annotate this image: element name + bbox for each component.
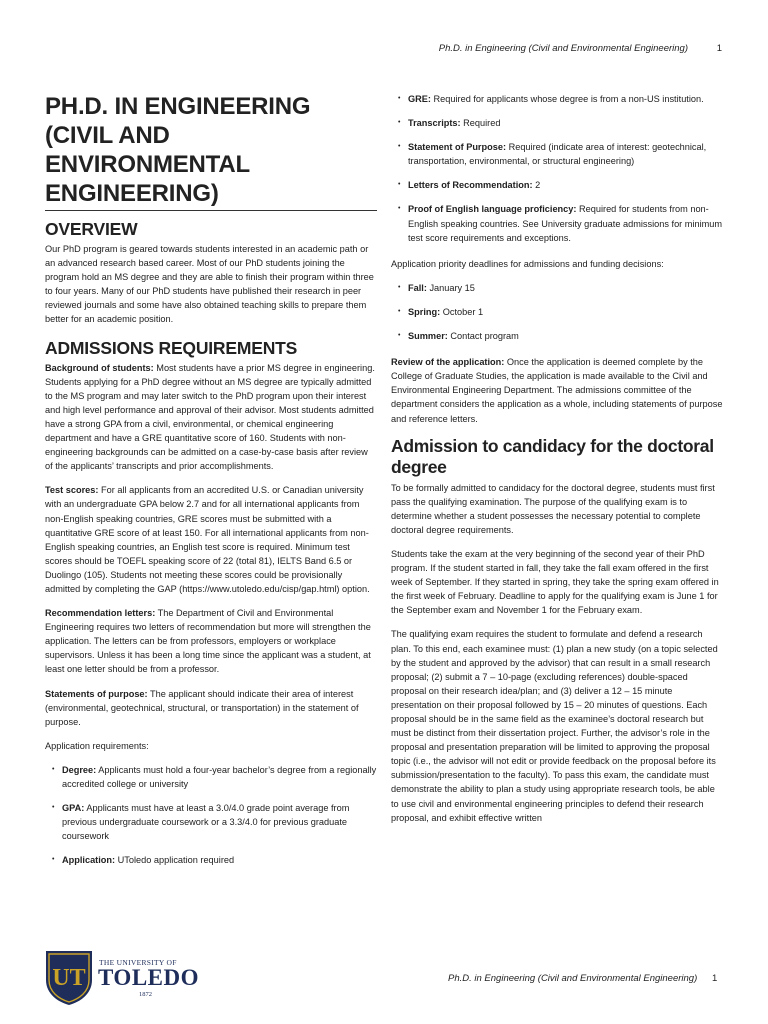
test-scores-label: Test scores: [45,485,99,496]
list-item [45,801,377,843]
list-item [45,853,377,867]
page-title: PH.D. IN ENGINEERING (CIVIL AND ENVIRONMENTAL ENGINEERING) [45,92,377,211]
university-logo [44,946,214,1012]
list-item [391,92,723,106]
list-item-text: Required [460,118,501,129]
footer-title: Ph.D. in Engineering (Civil and Environmental Engineering) [448,973,698,984]
founded-year: 1872 [139,991,152,998]
list-item-text: 2 [532,180,541,191]
review-text: Once the application is deemed complete by the College of Graduate Studies, the application is made available to the Civil and Environmental Engineering Department. The admissions committee of the department considers the application as a whole, including statements of purpose and reference letters. [391,357,723,424]
list-item [391,329,723,343]
list-item [391,305,723,319]
recommendation-text: The Department of Civil and Environmental Engineering requires two letters of recommendation but more will strengthen the application. The letters can be from professors, employers or workplace supervisors. Unless it has been a long time since the applicant was a student, at least one letter should be from a professor. [45,608,371,675]
statement-label: Statements of purpose: [45,688,148,699]
application-requirements-intro: Application requirements: [45,740,149,751]
overview-paragraph: Our PhD program is geared towards students interested in an academic path or an advanced research based career. Most of our PhD students joining the program hold an MS degree and they are able to finish their program within three to four years. Many of our PhD students have published their research in peer reviewed journals and some have also obtained teaching skills to prepare them better for an academic position. [45,244,374,325]
recommendation-paragraph [45,606,377,676]
list-item-label: GPA: [62,803,85,814]
list-item [391,140,723,168]
deadlines-list [391,281,723,343]
list-item-text: Required for applicants whose degree is from a non-US institution. [430,94,704,104]
left-column [45,92,377,879]
list-item-text: Contact program [447,331,519,342]
shield-icon [44,948,94,1006]
candidacy-paragraph-2: Students take the exam at the very beginning of the second year of their PhD program. If the student started in fall, they take the fall exam offered in the first week of September. If they started in spring, they take the spring exam offered in the first week of February. Deadline to apply for the qualifying exam is June 1 for the September exam and November 1 for the February exam. [391,548,719,616]
list-item-label: Degree: [62,764,97,775]
statement-paragraph [45,687,377,729]
bullet-icon: • [52,765,55,773]
overview-heading: OVERVIEW [45,219,138,239]
bullet-icon: • [398,95,401,102]
list-item-label: GRE: [408,94,431,104]
bullet-icon: • [52,856,55,864]
list-item-label: Statement of Purpose: [408,142,507,153]
list-item [45,763,377,791]
background-text: Most students have a prior MS degree in engineering. Students applying for a PhD degree without an MS degree are typically admitted to the MS program and may later switch to the PhD program upon their interest and high level performance and approval of their advisor. Most students admitted have a strong GPA from a civil, environmental, or chemical engineering department and have a GRE quantitative score of 160. Students with non-engineering backgrounds can be admitted on a case-by-case basis after review of the applicants’ transcripts and prior accomplishments. [45,362,375,472]
list-item [391,202,723,244]
list-item-text: Required for students from non-English speaking countries. See University graduate admissions for minimum test score requirements and exceptions. [408,204,723,243]
admissions-heading: ADMISSIONS REQUIREMENTS [45,337,298,358]
candidacy-heading: Admission to candidacy for the doctoral degree [391,435,714,477]
list-item-text: Applicants must have at least a 3.0/4.0 grade point average from previous undergraduate coursework or a 3.3/4.0 for previous graduate coursework [62,803,350,842]
list-item-text: Applicants must hold a four-year bachelor’s degree from a regionally accredited college or university [62,764,377,789]
list-item-text: Required (indicate area of interest: geotechnical, transportation, environmental, or structural engineering) [408,142,707,167]
bullet-icon: • [398,332,401,340]
header-title: Ph.D. in Engineering (Civil and Environmental Engineering) [438,43,688,54]
list-item-label: Application: [62,855,116,866]
list-item [391,116,723,130]
header-page-number: 1 [716,43,722,54]
list-item-text: January 15 [426,282,475,293]
candidacy-paragraph-1: To be formally admitted to candidacy for the doctoral degree, students must first pass the qualifying examination. The purpose of the qualifying exam is to determine whether a student possesses the necessary potential to complete doctoral degree requirements. [391,482,715,535]
list-item [391,281,723,295]
list-item-label: Transcripts: [408,118,461,129]
bullet-icon: • [398,205,401,213]
list-item [391,178,723,192]
list-item-label: Proof of English language proficiency: [408,204,577,215]
bullet-icon: • [398,307,401,315]
university-line: THE UNIVERSITY OF [99,958,177,967]
statement-text: The applicant should indicate their area of interest (environmental, geotechnical, structural, or transportation) in the statement of purpose. [45,688,359,727]
bullet-icon: • [52,804,55,812]
right-column [391,92,723,835]
list-item-label: Summer: [408,331,448,342]
bullet-icon: • [398,143,401,151]
background-paragraph [45,361,377,474]
test-scores-text: For all applicants from an accredited U.S. or Canadian university with an undergraduate GPA below 2.7 and for all international applicants from non-English speaking countries, GRE scores must be submitted with a quantitative GRE score of at least 150. For all international applicants from non-English speaking countries, an English test score is required. Minimum test scores should be TOEFL speaking score of 22 (total 81), IELTS Band 6.5 or Duolingo (105). Students not meeting these scores could be provisionally admitted by completing the GAP (https://www.utoledo.edu/cisp/gap.html) option. [45,485,370,594]
university-name: TOLEDO [98,965,199,990]
recommendation-label: Recommendation letters: [45,608,156,619]
shield-letters: UT [52,965,86,991]
review-paragraph [391,355,723,425]
review-label: Review of the application: [391,357,505,368]
list-item-label: Fall: [408,282,427,293]
background-label: Background of students: [45,362,154,373]
bullet-icon: • [398,119,401,127]
bullet-icon: • [398,283,401,291]
application-requirements-list [45,763,377,868]
test-scores-paragraph [45,483,377,596]
page-footer [44,946,724,1006]
bullet-icon: • [398,181,401,189]
list-item-text: October 1 [440,306,484,317]
list-item-label: Spring: [408,306,441,317]
list-item-text: UToledo application required [115,855,235,866]
deadlines-intro: Application priority deadlines for admissions and funding decisions: [391,258,664,269]
requirements-continued-list [391,92,723,245]
candidacy-paragraph-3: The qualifying exam requires the student to formulate and defend a research plan. To this end, each examinee must: (1) plan a new study (on a topic selected by the student and approved by the advisor) that can result in a small research proposal; (2) submit a 7 – 10-page (excluding references) double-spaced proposal on their research idea/plan; and (3) deliver a 12 – 15 minute presentation on their proposal followed by 15 – 20 minutes of questions. Each proposal should be in the same field as the examinee’s doctoral research but must be distinct from their dissertation project. Further, the advisor’s role in the proposal and presentation preparation will be limited to approving the proposal topic (i.e., the advisor will not edit or provide feedback on the proposal before its submission/presentation to the faculty). To pass this exam, the candidate must demonstrate the ability to plan a study using appropriate research tools, be able to use civil and environmental engineering principles to defend their research proposal, and exhibit effective written [391,629,718,823]
list-item-label: Letters of Recommendation: [408,180,533,191]
footer-page-number: 1 [712,973,718,984]
